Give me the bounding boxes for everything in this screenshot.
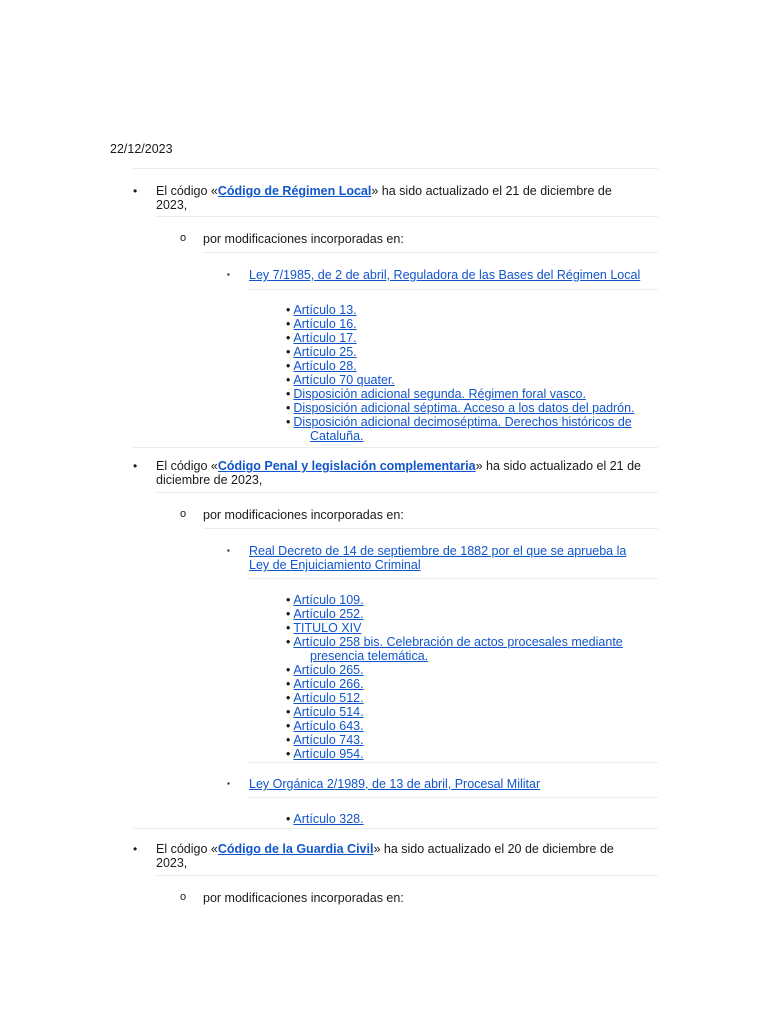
- article-link[interactable]: Artículo 25.: [293, 345, 357, 359]
- article-link[interactable]: Disposición adicional séptima. Acceso a los datos del padrón.: [293, 401, 635, 415]
- divider: [156, 875, 658, 876]
- divider: [249, 797, 658, 798]
- divider: [249, 762, 658, 763]
- update-date: 22/12/2023: [110, 142, 173, 156]
- article-link[interactable]: Artículo 512.: [293, 691, 364, 705]
- article-link[interactable]: Artículo 252.: [293, 607, 364, 621]
- list-item: • Artículo 258 bis. Celebración de actos procesales mediante: [286, 635, 623, 649]
- article-list: [286, 593, 623, 761]
- list-item: • Disposición adicional decimoséptima. Derechos históricos de: [286, 415, 632, 429]
- bullet-icon: •: [133, 842, 138, 856]
- list-item: • Artículo 643.: [286, 719, 364, 733]
- code-link-guardia-civil[interactable]: Código de la Guardia Civil: [217, 842, 374, 856]
- article-link[interactable]: Artículo 17.: [293, 331, 357, 345]
- divider: [133, 447, 658, 448]
- list-item-continuation: [286, 429, 635, 443]
- article-link[interactable]: Artículo 514.: [293, 705, 364, 719]
- divider: [203, 528, 658, 529]
- list-item: • Artículo 13.: [286, 303, 357, 317]
- code-link-regimen-local[interactable]: Código de Régimen Local: [217, 184, 372, 198]
- divider: [203, 252, 658, 253]
- list-item: • TITULO XIV: [286, 621, 362, 635]
- list-item: • Artículo 17.: [286, 331, 357, 345]
- divider: [249, 289, 658, 290]
- article-link[interactable]: TITULO XIV: [293, 621, 362, 635]
- code-update-entry: El código «Código de Régimen Local» ha sido actualizado el 21 de diciembre de 2023,: [156, 184, 612, 212]
- article-link[interactable]: Artículo 266.: [293, 677, 364, 691]
- list-item: • Artículo 109.: [286, 593, 364, 607]
- article-list: [286, 812, 364, 826]
- bullet-icon: •: [133, 459, 138, 473]
- article-link[interactable]: Artículo 16.: [293, 317, 357, 331]
- list-item: • Artículo 266.: [286, 677, 364, 691]
- article-link[interactable]: presencia telemática.: [310, 649, 429, 663]
- article-link[interactable]: Artículo 954.: [293, 747, 364, 761]
- circle-bullet-icon: o: [180, 232, 187, 244]
- list-item: • Artículo 512.: [286, 691, 364, 705]
- list-item: • Artículo 70 quater.: [286, 373, 395, 387]
- article-link[interactable]: Cataluña.: [310, 429, 364, 443]
- divider: [156, 216, 658, 217]
- law-link[interactable]: Real Decreto de 14 de septiembre de 1882 por el que se aprueba la Ley de Enjuiciamiento Criminal: [249, 544, 627, 572]
- article-link[interactable]: Artículo 13.: [293, 303, 357, 317]
- sub-label: por modificaciones incorporadas en:: [203, 232, 404, 246]
- article-link[interactable]: Disposición adicional decimoséptima. Derechos históricos de: [293, 415, 632, 429]
- list-item: • Artículo 252.: [286, 607, 364, 621]
- sub-label: por modificaciones incorporadas en:: [203, 891, 404, 905]
- square-bullet-icon: ▪: [227, 270, 230, 279]
- divider: [156, 492, 658, 493]
- article-link[interactable]: Disposición adicional segunda. Régimen foral vasco.: [293, 387, 586, 401]
- law-link[interactable]: Ley Orgánica 2/1989, de 13 de abril, Procesal Militar: [249, 777, 541, 791]
- article-link[interactable]: Artículo 265.: [293, 663, 364, 677]
- divider: [133, 828, 658, 829]
- divider: [249, 578, 658, 579]
- square-bullet-icon: ▪: [227, 546, 230, 555]
- square-bullet-icon: ▪: [227, 779, 230, 788]
- law-link[interactable]: Ley 7/1985, de 2 de abril, Reguladora de las Bases del Régimen Local: [249, 268, 641, 282]
- article-link[interactable]: Artículo 743.: [293, 733, 364, 747]
- article-link[interactable]: Artículo 70 quater.: [293, 373, 395, 387]
- list-item: • Disposición adicional séptima. Acceso a los datos del padrón.: [286, 401, 635, 415]
- list-item: • Disposición adicional segunda. Régimen foral vasco.: [286, 387, 586, 401]
- code-update-entry: El código «Código Penal y legislación complementaria» ha sido actualizado el 21 de diciembre de 2023,: [156, 459, 641, 487]
- list-item: • Artículo 28.: [286, 359, 357, 373]
- circle-bullet-icon: o: [180, 891, 187, 903]
- sub-label: por modificaciones incorporadas en:: [203, 508, 404, 522]
- article-link[interactable]: Artículo 328.: [293, 812, 364, 826]
- code-update-entry: El código «Código de la Guardia Civil» ha sido actualizado el 20 de diciembre de 2023,: [156, 842, 614, 870]
- bullet-icon: •: [133, 184, 138, 198]
- list-item: • Artículo 328.: [286, 812, 364, 826]
- list-item: • Artículo 265.: [286, 663, 364, 677]
- list-item-continuation: [286, 649, 623, 663]
- divider: [133, 168, 658, 169]
- circle-bullet-icon: o: [180, 508, 187, 520]
- article-link[interactable]: Artículo 258 bis. Celebración de actos procesales mediante: [293, 635, 623, 649]
- article-link[interactable]: Artículo 109.: [293, 593, 364, 607]
- list-item: • Artículo 25.: [286, 345, 357, 359]
- article-link[interactable]: Artículo 643.: [293, 719, 364, 733]
- article-list: [286, 303, 635, 443]
- code-link-codigo-penal[interactable]: Código Penal y legislación complementaria: [217, 459, 476, 473]
- list-item: • Artículo 954.: [286, 747, 364, 761]
- list-item: • Artículo 514.: [286, 705, 364, 719]
- list-item: • Artículo 16.: [286, 317, 357, 331]
- article-link[interactable]: Artículo 28.: [293, 359, 357, 373]
- list-item: • Artículo 743.: [286, 733, 364, 747]
